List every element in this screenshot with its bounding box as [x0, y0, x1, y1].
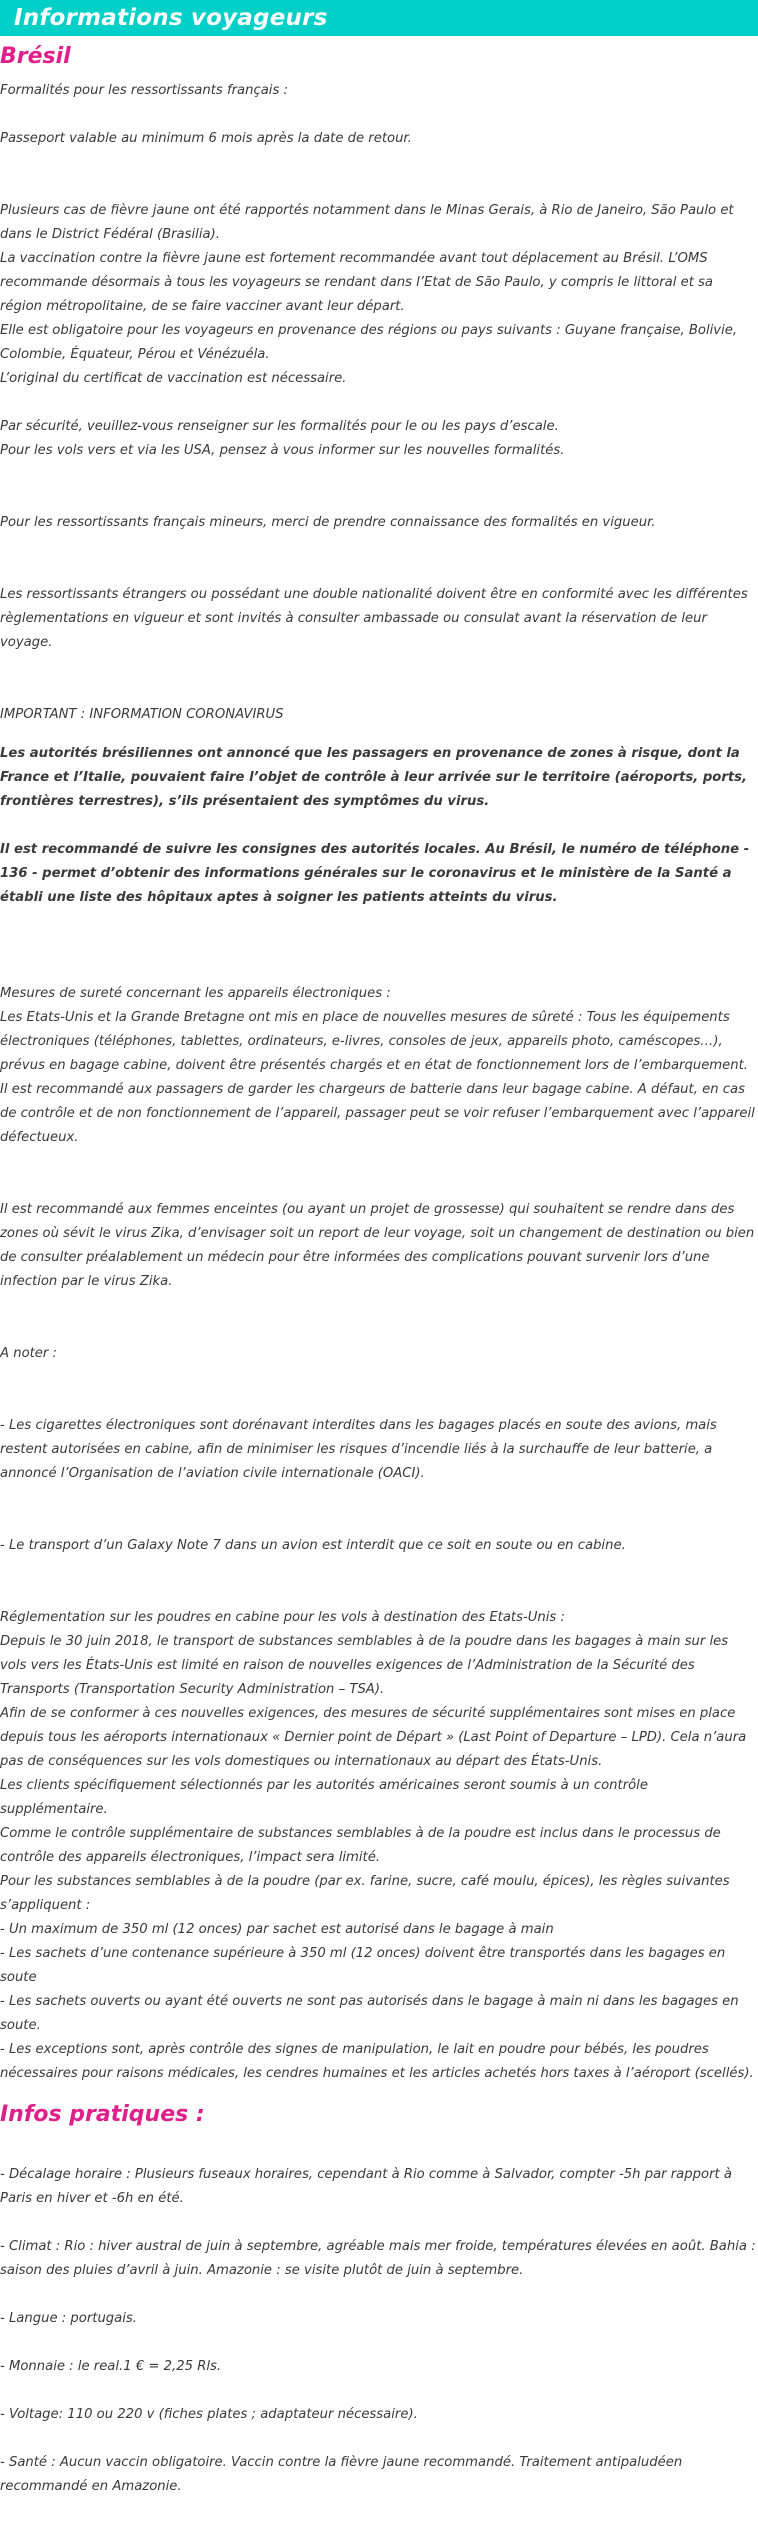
main-content — [0, 44, 758, 2523]
foreign-nationals-info: Les ressortissants étrangers ou possédant une double nationalité doivent être en conformité avec les différentes règlementations en vigueur et sont invités à consulter ambassade ou consulat avant la réservation de leur voyage. — [0, 587, 748, 650]
coronavirus-title: IMPORTANT : INFORMATION CORONAVIRUS — [0, 707, 284, 722]
powders-regulation: Réglementation sur les poudres en cabine pour les vols à destination des Etats-Unis : Depuis le 30 juin 2018, le transport de substances semblables à de la poudre dans les bagages à main sur les vols vers les États-Unis est limité en raison de nouvelles exigences de l’Administration de la Sécurité des Transports (Transportation Security Administration – TSA). Afin de se conformer à ces nouvelles exigences, des mesures de sécurité supplémentaires sont mises en place depuis tous les aéroports internationaux « Dernier point de Départ » (Last Point of Departure – LPD). Cela n’aura pas de conséquences sur les vols domestiques ou internationaux au départ des États-Unis. Les clients spécifiquement sélectionnés par les autorités américaines seront soumis à un contrôle supplémentaire. Comme le contrôle supplémentaire de substances semblables à de la poudre est inclus dans le processus de contrôle des appareils électroniques, l’impact sera limité. Pour les substances semblables à de la poudre (par ex. farine, sucre, café moulu, épices), les règles suivantes s’appliquent : - Un maximum de 350 ml (12 onces) par sachet est autorisé dans le bagage à main - Les sachets d’une contenance supérieure à 350 ml (12 onces) doivent être transportés dans les bagages en soute - Les sachets ouverts ou ayant été ouverts ne sont pas autorisés dans le bagage à main ni dans les bagages en soute. - Les exceptions sont, après contrôle des signes de manipulation, le lait en poudre pour bébés, les poudres nécessaires pour raisons médicales, les cendres humaines et les articles achetés hors taxes à l’aéroport (scellés). — [0, 1610, 754, 2081]
e-cigarettes-info: - Les cigarettes électroniques sont dorénavant interdites dans les bagages placés en soute des avions, mais restent autorisées en cabine, afin de minimiser les risques d’incendie liés à la surchauffe de leur batterie, a annoncé l’Organisation de l’aviation civile internationale (OACI). — [0, 1418, 717, 1481]
formalities-intro: Formalités pour les ressortissants français : — [0, 83, 288, 98]
header-banner — [0, 0, 758, 36]
practical-info-heading: Infos pratiques : — [0, 2102, 205, 2127]
note-label: A noter : — [0, 1346, 57, 1361]
currency-item: - Monnaie : le real.1 € = 2,25 Rls. — [0, 2359, 222, 2374]
passport-requirement: Passeport valable au minimum 6 mois après la date de retour. — [0, 131, 412, 146]
coronavirus-paragraph-2: Il est recommandé de suivre les consignes des autorités locales. Au Brésil, le numéro de téléphone - 136 - permet d’obtenir des informations générales sur le coronavirus et le ministère de la Santé a établi une liste des hôpitaux aptes à soigner les patients atteints du virus. — [0, 842, 750, 905]
page-title: Informations voyageurs — [14, 5, 328, 31]
language-item: - Langue : portugais. — [0, 2311, 137, 2326]
stopover-info: Par sécurité, veuillez-vous renseigner sur les formalités pour le ou les pays d’escale. Pour les vols vers et via les USA, pensez à vous informer sur les nouvelles formalités. — [0, 419, 565, 458]
country-heading: Brésil — [0, 44, 71, 69]
practical-info-list — [0, 2139, 758, 2523]
voltage-item: - Voltage: 110 ou 220 v (fiches plates ; adaptateur nécessaire). — [0, 2407, 418, 2422]
yellow-fever-info: Plusieurs cas de fièvre jaune ont été rapportés notamment dans le Minas Gerais, à Rio de Janeiro, São Paulo et dans le District Fédéral (Brasilia). La vaccination contre la fièvre jaune est fortement recommandée avant tout déplacement au Brésil. L’OMS recommande désormais à tous les voyageurs se rendant dans l’Etat de São Paulo, y compris le littoral et sa région métropolitaine, de se faire vacciner avant leur départ. Elle est obligatoire pour les voyageurs en provenance des régions ou pays suivants : Guyane française, Bolivie, Colombie, Équateur, Pérou et Vénézuéla. L’original du certificat de vaccination est nécessaire. — [0, 203, 738, 386]
climate-item: - Climat : Rio : hiver austral de juin à septembre, agréable mais mer froide, températures élevées en août. Bahia : saison des pluies d’avril à juin. Amazonie : se visite plutôt de juin à septembre. — [0, 2239, 756, 2278]
electronics-security-info: Mesures de sureté concernant les appareils électroniques : Les Etats-Unis et la Grande Bretagne ont mis en place de nouvelles mesures de sûreté : Tous les équipements électroniques (téléphones, tablettes, ordinateurs, e-livres, consoles de jeux, appareils photo, caméscopes…), prévus en bagage cabine, doivent être présentés chargés et en état de fonctionnement lors de l’embarquement. Il est recommandé aux passagers de garder les chargeurs de batterie dans leur bagage cabine. A défaut, en cas de contrôle et de non fonctionnement de l’appareil, passager peut se voir refuser l’embarquement avec l’appareil défectueux. — [0, 986, 755, 1145]
health-item: - Santé : Aucun vaccin obligatoire. Vaccin contre la fièvre jaune recommandé. Traitement antipaludéen recommandé en Amazonie. — [0, 2455, 683, 2494]
coronavirus-paragraph-1: Les autorités brésiliennes ont annoncé que les passagers en provenance de zones à risque, dont la France et l’Italie, pouvaient faire l’objet de contrôle à leur arrivée sur le territoire (aéroports, ports, frontières terrestres), s’ils présentaient des symptômes du virus. — [0, 746, 748, 809]
time-difference-item: - Décalage horaire : Plusieurs fuseaux horaires, cependant à Rio comme à Salvador, compter -5h par rapport à Paris en hiver et -6h en été. — [0, 2167, 732, 2206]
minors-info: Pour les ressortissants français mineurs, merci de prendre connaissance des formalités en vigueur. — [0, 515, 656, 530]
galaxy-note-info: - Le transport d’un Galaxy Note 7 dans un avion est interdit que ce soit en soute ou en cabine. — [0, 1538, 626, 1553]
zika-info: Il est recommandé aux femmes enceintes (ou ayant un projet de grossesse) qui souhaitent se rendre dans des zones où sévit le virus Zika, d’envisager soit un report de leur voyage, soit un changement de destination ou bien de consulter préalablement un médecin pour être informées des complications pouvant survenir lors d’une infection par le virus Zika. — [0, 1202, 755, 1289]
